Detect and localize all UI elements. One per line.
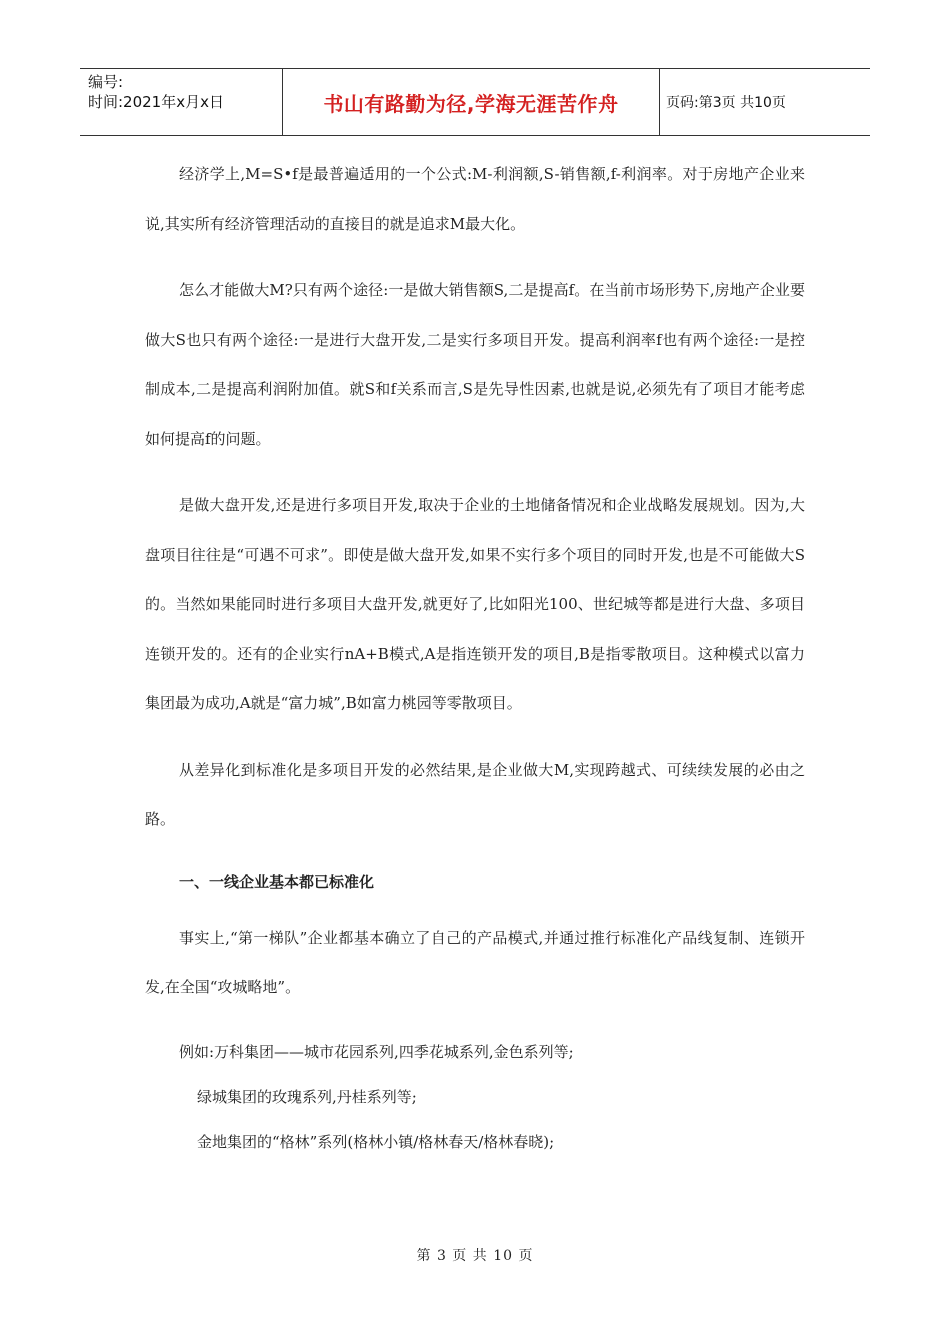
section-heading: 一、一线企业基本都已标准化 [179,872,375,891]
body-paragraph: 是做大盘开发,还是进行多项目开发,取决于企业的土地储备情况和企业战略发展规划。因为,大盘项目往往是“可遇不可求”。即使是做大盘开发,如果不实行多个项目的同时开发,也是不可能做大S的。当然如果能同时进行多项目大盘开发,就更好了,比如阳光100、世纪城等都是进行大盘、多项目连锁开发的。还有的企业实行nA+B模式,A是指连锁开发的项目,B是指零散项目。这种模式以富力集团最为成功,A就是“富力城”,B如富力桃园等零散项目。 [145,496,805,712]
page-header [80,68,870,136]
header-meta [80,69,282,135]
document-body [145,150,805,1165]
body-paragraph: 从差异化到标准化是多项目开发的必然结果,是企业做大M,实现跨越式、可续续发展的必由之路。 [145,760,805,828]
body-paragraph: 怎么才能做大M?只有两个途径:一是做大销售额S,二是提高f。在当前市场形势下,房地产企业要做大S也只有两个途径:一是进行大盘开发,二是实行多项目开发。提高利润率f也有两个途径:一是控制成本,二是提高利润附加值。就S和f关系而言,S是先导性因素,也就是说,必须先有了项目才能考虑如何提高f的问题。 [145,281,805,448]
header-motto: 书山有路勤为径,学海无涯苦作舟 [282,69,660,135]
example-line: 绿城集团的玫瑰系列,丹桂系列等; [197,1087,417,1106]
body-paragraph: 经济学上,M=S•f是最普遍适用的一个公式:M-利润额,S-销售额,f-利润率。对于房地产企业来说,其实所有经济管理活动的直接目的就是追求M最大化。 [145,165,805,233]
document-number-label: 编号: [88,73,124,91]
header-page-number: 页码:第3页 共10页 [666,95,786,111]
document-time-label: 时间:2021年x月x日 [88,93,224,111]
example-line: 金地集团的“格林”系列(格林小镇/格林春天/格林春晓); [197,1132,555,1151]
page-footer: 第 3 页 共 10 页 [416,1248,534,1264]
example-line: 例如:万科集团——城市花园系列,四季花城系列,金色系列等; [179,1042,574,1061]
body-paragraph: 事实上,“第一梯队”企业都基本确立了自己的产品模式,并通过推行标准化产品线复制、连锁开发,在全国“攻城略地”。 [145,928,805,996]
